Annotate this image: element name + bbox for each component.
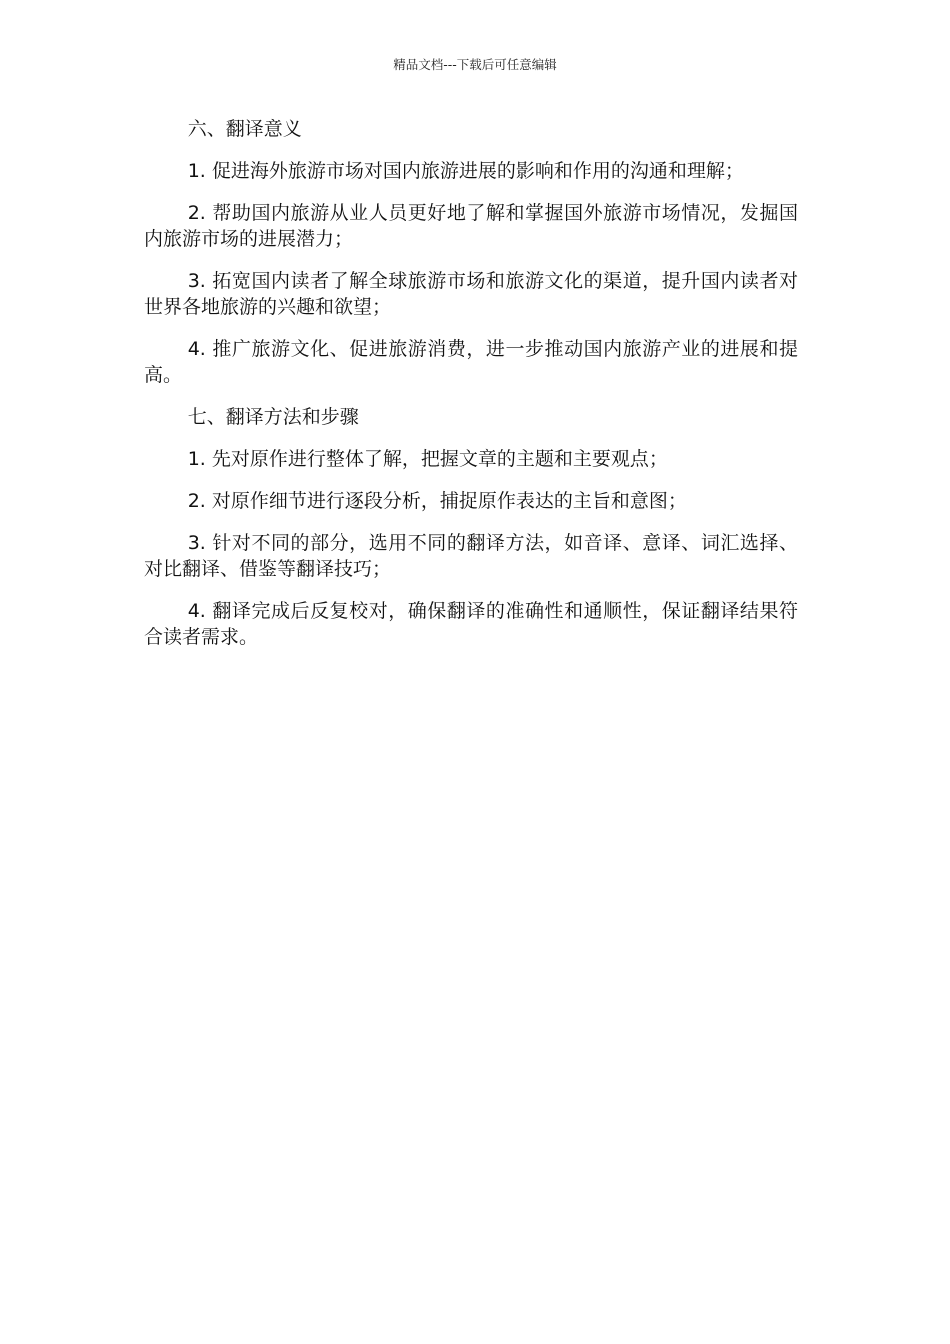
methods-item-3: 3. 针对不同的部分，选用不同的翻译方法，如音译、意译、词汇选择、对比翻译、借鉴等翻译技巧； — [144, 532, 798, 580]
section-title-methods: 七、翻译方法和步骤 — [187, 406, 359, 428]
significance-item-3: 3. 拓宽国内读者了解全球旅游市场和旅游文化的渠道，提升国内读者对世界各地旅游的兴趣和欲望； — [144, 270, 798, 318]
significance-item-2: 2. 帮助国内旅游从业人员更好地了解和掌握国外旅游市场情况，发掘国内旅游市场的进展潜力； — [144, 202, 798, 250]
significance-item-4: 4. 推广旅游文化、促进旅游消费，进一步推动国内旅游产业的进展和提高。 — [144, 338, 798, 386]
page-header: 精品文档---下载后可任意编辑 — [393, 57, 557, 72]
significance-item-1: 1. 促进海外旅游市场对国内旅游进展的影响和作用的沟通和理解； — [187, 160, 744, 182]
methods-item-1: 1. 先对原作进行整体了解，把握文章的主题和主要观点； — [187, 448, 668, 470]
methods-item-2: 2. 对原作细节进行逐段分析，捕捉原作表达的主旨和意图； — [187, 490, 687, 512]
section-title-significance: 六、翻译意义 — [187, 118, 302, 140]
document-body — [144, 116, 798, 666]
methods-item-4: 4. 翻译完成后反复校对，确保翻译的准确性和通顺性，保证翻译结果符合读者需求。 — [144, 600, 798, 648]
